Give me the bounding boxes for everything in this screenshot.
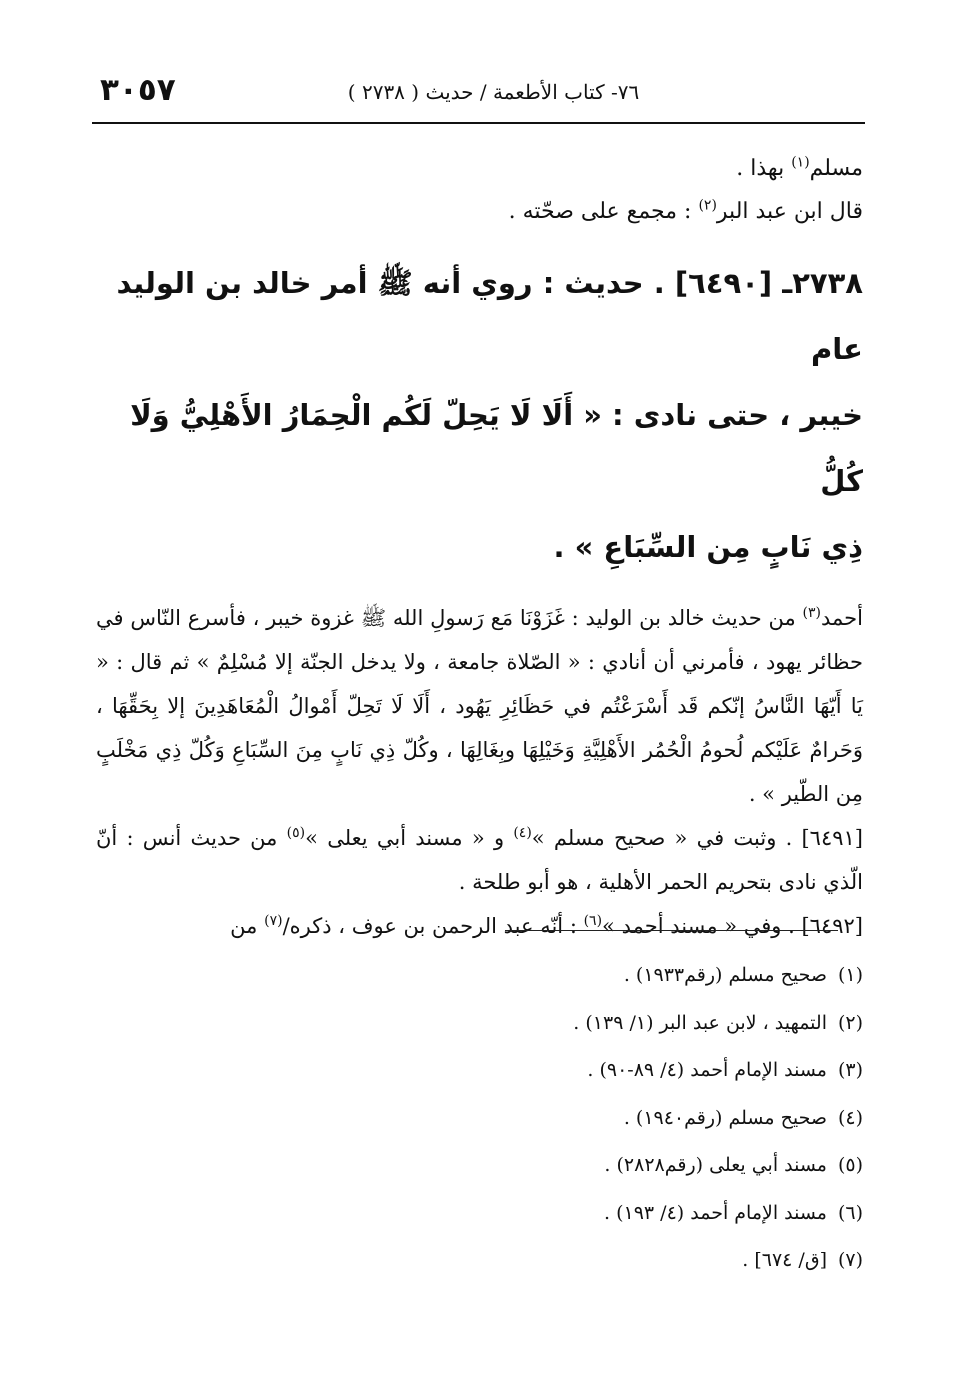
- footnote-item: [423, 1142, 863, 1190]
- footnote-number: (٥): [837, 1154, 863, 1176]
- footnote-number: (٢): [837, 1011, 863, 1034]
- footnote-item: [423, 952, 863, 1000]
- paragraph-6491: [96, 816, 863, 904]
- footnotes: [423, 952, 863, 1285]
- paragraph-text: من: [230, 914, 265, 938]
- main-text: [96, 150, 863, 948]
- paragraph-text: أحمد: [821, 606, 863, 630]
- intro-text: : مجمع على صحّته .: [508, 199, 699, 224]
- hadith-heading: [96, 250, 863, 580]
- footnote-item: [423, 1095, 863, 1143]
- footnote-ref: (٤): [513, 825, 532, 841]
- footnote-number: (٣): [837, 1059, 863, 1081]
- footnote-item: [423, 1237, 863, 1285]
- hadith-line-3: ذِي نَابٍ مِن السِّبَاعِ » .: [553, 530, 863, 564]
- hadith-line-1: ٢٧٣٨ـ [٦٤٩٠] . حديث : روي أنه ﷺ أمر خالد بن الوليد عام: [116, 266, 863, 366]
- footnote-text: [ق/ ٦٧٤] .: [742, 1249, 827, 1271]
- footnote-ref: (٦): [583, 913, 603, 929]
- footnote-text: مسند الإمام أحمد (٤/ ١٩٣) .: [604, 1201, 827, 1224]
- footnote-ref: (٥): [286, 825, 306, 841]
- paragraph-text: من حديث أنس : أنّ الّذي نادى بتحريم الحمر الأهلية ، هو أبو طلحة .: [96, 826, 863, 894]
- intro-line-2: [96, 193, 863, 230]
- footnote-separator: [505, 930, 838, 931]
- paragraph-text: من حديث خالد بن الوليد : غَزَوْنَا مَع رَسولِ الله ﷺ غزوة خيبر ، فأسرع النّاس في حظائر يهود ، فأمرني أن أنادي : « الصّلاة جامعة ، ولا يدخل الجنّة إلا مُسْلِمٌ » ثم قال : « يَا أَيّهَا النَّاسُ إنّكم قَد أَسْرَعْتُم في حَظَائِرِ يَهُود ، أَلَا لَا تَحِلّ أَمْوالُ الْمُعَاهَدِينَ إلا بِحَقِّهَا ، وَحَرامٌ عَلَيْكم لُحومُ الْحُمُر الأَهْلِيَّةِ وَخَيْلِهَا وبِغَالِهَا ، وكُلّ ذِي نَابٍ مِنَ السِّبَاعِ وَكُلّ ذِي مَخْلَبٍ مِن الطّير » .: [96, 606, 863, 806]
- footnote-text: مسند الإمام أحمد (٤/ ٨٩-٩٠) .: [587, 1059, 827, 1081]
- page-header: [92, 66, 865, 124]
- intro-line-1: [96, 150, 863, 187]
- intro-text: بهذا .: [736, 156, 792, 181]
- footnote-number: (١): [837, 964, 863, 986]
- footnote-item: [423, 1000, 863, 1048]
- hadith-line-2: خيبر ، حتى نادى : « أَلَا لَا يَحِلّ لَكُم الْحِمَارُ الأَهْلِيُّ وَلَا كُلُّ: [130, 398, 863, 498]
- intro-text: مسلم: [809, 156, 863, 181]
- paragraph-text: [٦٤٩٢] . وفي « مسند أحمد »: [602, 914, 863, 938]
- page-number: ٣٠٥٧: [100, 72, 176, 108]
- footnote-text: مسند أبي يعلى (رقم٢٨٢٨) .: [604, 1154, 827, 1176]
- intro-text: قال ابن عبد البر: [716, 199, 863, 224]
- footnote-item: [423, 1047, 863, 1095]
- footnote-number: (٤): [837, 1106, 863, 1129]
- paragraph-6492: [96, 904, 863, 948]
- running-title: ٧٦- كتاب الأطعمة / حديث ( ٢٧٣٨ ): [347, 80, 640, 104]
- footnote-number: (٦): [837, 1201, 863, 1224]
- footnote-text: صحيح مسلم (رقم١٩٤٠) .: [623, 1106, 827, 1129]
- footnote-ref: (٧): [264, 913, 283, 929]
- footnote-item: [423, 1190, 863, 1238]
- footnote-text: التمهيد ، لابن عبد البر (١/ ١٣٩) .: [573, 1011, 827, 1034]
- footnote-text: صحيح مسلم (رقم١٩٣٣) .: [623, 964, 827, 986]
- footnote-ref: (٣): [802, 605, 822, 621]
- footnote-number: (٧): [837, 1249, 863, 1271]
- paragraph-text: : أنّه عبد الرحمن بن عوف ، ذكره/: [282, 914, 584, 938]
- paragraph-text: و « مسند أبي يعلى »: [305, 826, 514, 850]
- footnote-ref: (٢): [698, 197, 717, 214]
- paragraph-ahmad: [96, 596, 863, 816]
- paragraph-text: [٦٤٩١] . وثبت في « صحيح مسلم »: [531, 826, 863, 850]
- footnote-ref: (١): [791, 154, 810, 171]
